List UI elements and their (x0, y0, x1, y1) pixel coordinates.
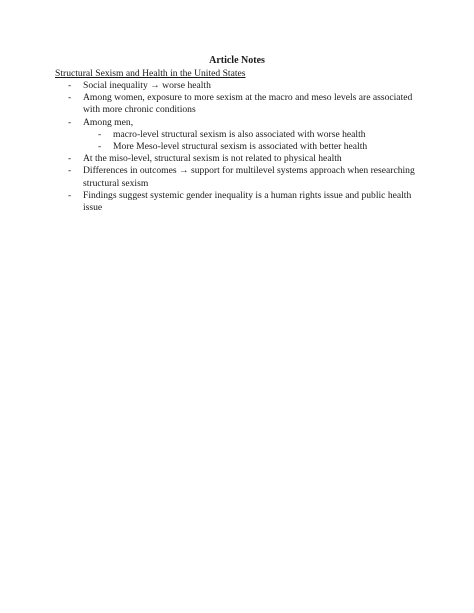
list-item-text: At the miso-level, structural sexism is not related to physical health (83, 153, 342, 165)
article-title: Structural Sexism and Health in the United States (55, 68, 246, 79)
list-item (0, 117, 474, 129)
bullet-dash: - (68, 189, 72, 201)
list-item (0, 92, 474, 116)
bullet-dash: - (98, 128, 102, 140)
notes-list (0, 80, 474, 214)
bullet-dash: - (98, 141, 102, 153)
list-item-text: Social inequality → worse health (83, 80, 211, 91)
list-item (0, 190, 474, 214)
document-title: Article Notes (209, 55, 265, 66)
list-item (0, 80, 474, 92)
sub-list-item-text: More Meso-level structural sexism is associated with better health (113, 141, 368, 153)
list-item-text: Among men, (83, 116, 134, 128)
bullet-dash: - (68, 80, 72, 91)
list-item-text: Among women, exposure to more sexism at the macro and meso levels are associated with more chronic conditions (83, 92, 413, 116)
bullet-dash: - (68, 153, 72, 165)
bullet-dash: - (68, 165, 72, 177)
bullet-dash: - (68, 92, 72, 104)
list-item-text: Differences in outcomes → support for multilevel systems approach when researching structural sexism (83, 165, 415, 189)
list-item (0, 153, 474, 165)
sub-list-item-text: macro-level structural sexism is also associated with worse health (113, 128, 366, 140)
sub-list-item (0, 129, 474, 141)
sub-list-item (0, 141, 474, 153)
list-item (0, 165, 474, 189)
list-item-text: Findings suggest systemic gender inequality is a human rights issue and public health issue (83, 189, 412, 214)
bullet-dash: - (68, 116, 72, 128)
